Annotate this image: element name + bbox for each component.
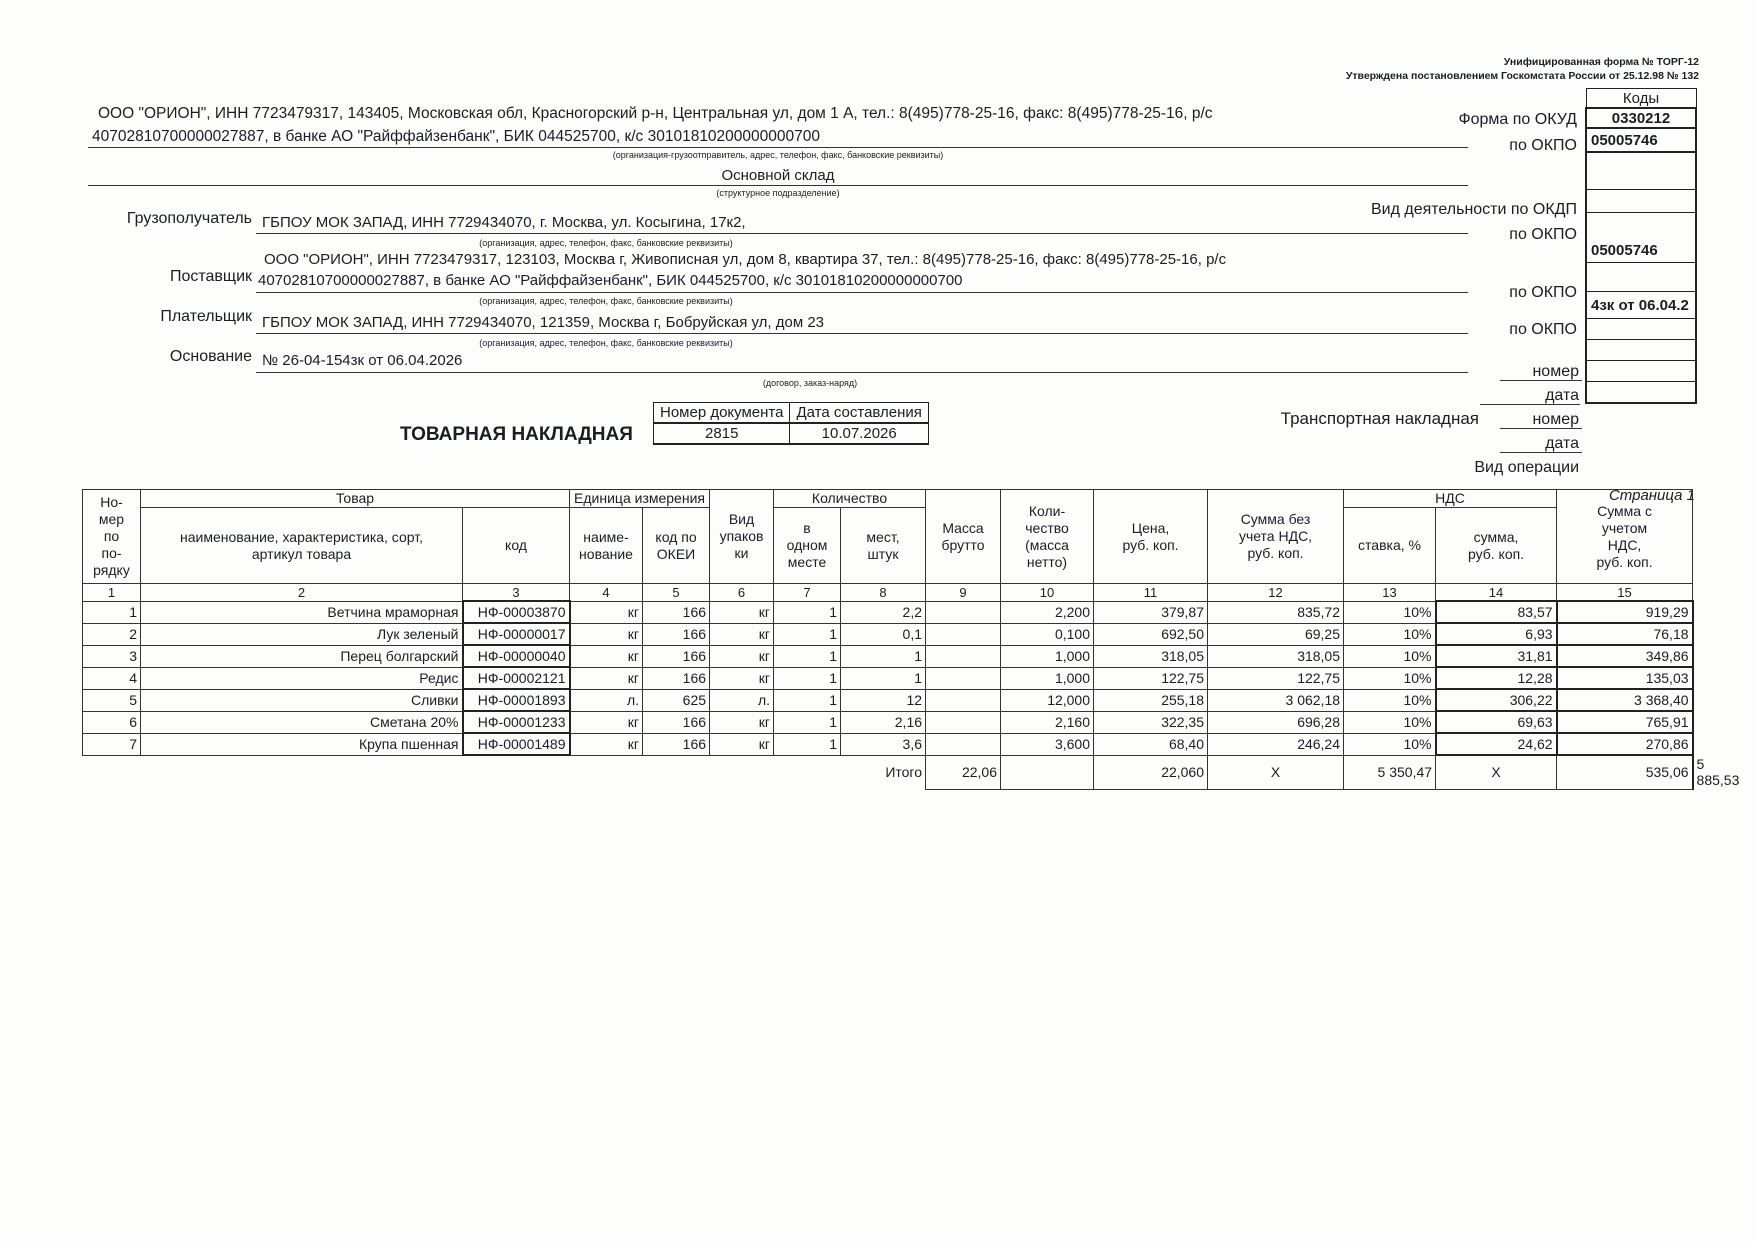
table-cell: 1	[774, 689, 841, 711]
table-cell: 765,91	[1557, 711, 1693, 733]
col-vat-rate-header: ставка, %	[1344, 508, 1436, 584]
shipper-line-2: 40702810700000027887, в банке АО "Райффайзенбанк", БИК 044525700, к/с 30101810200000000700	[92, 128, 821, 145]
rule-transport-number	[1500, 428, 1582, 429]
table-cell: 69,25	[1208, 623, 1344, 645]
codes-title: Коды	[1586, 89, 1696, 109]
table-cell: л.	[710, 689, 774, 711]
table-cell: 1	[774, 711, 841, 733]
basis-label: Основание	[169, 348, 252, 365]
shipper-caption: (организация-грузоотправитель, адрес, телефон, факс, банковские реквизиты)	[612, 150, 944, 160]
table-cell: 10%	[1344, 711, 1436, 733]
column-number: 7	[774, 584, 841, 602]
table-cell: 1,000	[1001, 645, 1094, 667]
table-cell: 306,22	[1436, 689, 1557, 711]
supplier-line-2: 40702810700000027887, в банке АО "Райффайзенбанк", БИК 044525700, к/с 30101810200000000700	[258, 272, 963, 289]
table-cell: л.	[570, 689, 643, 711]
consignee-rule	[256, 233, 1468, 234]
col-vat-sum-header: сумма, руб. коп.	[1436, 508, 1557, 584]
table-cell: кг	[570, 645, 643, 667]
goods-table	[82, 489, 1740, 790]
table-cell: кг	[570, 601, 643, 623]
payer-caption: (организация, адрес, телефон, факс, банковские реквизиты)	[479, 338, 733, 348]
table-cell: Сметана 20%	[141, 711, 463, 733]
col-unit-header: Единица измерения	[570, 490, 710, 508]
form-approval-line: Утверждена постановлением Госкомстата России от 25.12.98 № 132	[1345, 70, 1699, 82]
table-cell: 135,03	[1557, 667, 1693, 689]
table-cell: кг	[570, 733, 643, 755]
okud-code: 0330212	[1586, 108, 1696, 128]
table-cell: 2,2	[841, 601, 926, 623]
table-cell: 692,50	[1094, 623, 1208, 645]
table-cell: 1	[841, 645, 926, 667]
payer-value: ГБПОУ МОК ЗАПАД, ИНН 7729434070, 121359, Москва г, Бобруйская ул, дом 23	[262, 314, 825, 331]
payer-rule	[256, 333, 1468, 334]
table-cell: 166	[643, 711, 710, 733]
division-caption: (структурное подразделение)	[716, 188, 840, 198]
okdp-label: Вид деятельности по ОКДП	[1370, 201, 1577, 218]
table-cell: 31,81	[1436, 645, 1557, 667]
table-cell: 835,72	[1208, 601, 1344, 623]
table-cell: НФ-00001893	[463, 689, 570, 711]
table-cell: 5	[83, 689, 141, 711]
table-cell: Крупа пшенная	[141, 733, 463, 755]
table-cell: 166	[643, 645, 710, 667]
column-number: 8	[841, 584, 926, 602]
table-cell	[926, 689, 1001, 711]
page-label: Страница 1	[1608, 487, 1695, 504]
table-row	[83, 601, 1693, 623]
col-kod-header: код	[463, 508, 570, 584]
table-cell: 1	[774, 733, 841, 755]
total-vat: 535,06	[1557, 755, 1693, 789]
okpo-label-4: по ОКПО	[1509, 321, 1577, 338]
table-cell: 2,200	[1001, 601, 1094, 623]
table-cell: 12,28	[1436, 667, 1557, 689]
table-cell: 2	[83, 623, 141, 645]
table-cell: 10%	[1344, 623, 1436, 645]
table-row	[83, 689, 1693, 711]
table-cell: 10%	[1344, 601, 1436, 623]
shipper-rule	[88, 147, 1468, 148]
table-cell: Ветчина мраморная	[141, 601, 463, 623]
table-cell: 68,40	[1094, 733, 1208, 755]
col-unit-name-header: наиме- нование	[570, 508, 643, 584]
table-cell: 379,87	[1094, 601, 1208, 623]
shipper-line-1: ООО "ОРИОН", ИНН 7723479317, 143405, Московская обл, Красногорский р-н, Центральная ул, дом 1 А, тел.: 8(495)778-25-16, факс: 8(495)778-25-16, р/с	[98, 105, 1213, 122]
table-row	[83, 623, 1693, 645]
table-cell: 10%	[1344, 733, 1436, 755]
table-cell: 24,62	[1436, 733, 1557, 755]
table-cell	[926, 645, 1001, 667]
rule-basis-date	[1480, 404, 1580, 405]
okpo-code-3: 05005746	[1586, 213, 1696, 263]
table-cell: 69,63	[1436, 711, 1557, 733]
consignee-label: Грузополучатель	[126, 210, 252, 227]
column-number: 13	[1344, 584, 1436, 602]
table-cell: 3 368,40	[1557, 689, 1693, 711]
payer-label: Плательщик	[160, 308, 252, 325]
table-cell: НФ-00001233	[463, 711, 570, 733]
col-sum-wo-vat-header: Сумма без учета НДС, руб. коп.	[1208, 490, 1344, 584]
okpo-code-2	[1586, 190, 1696, 213]
table-cell: 255,18	[1094, 689, 1208, 711]
table-cell: кг	[710, 711, 774, 733]
column-number: 2	[141, 584, 463, 602]
table-cell: 1	[774, 667, 841, 689]
table-cell: 10%	[1344, 667, 1436, 689]
table-cell: 1	[774, 601, 841, 623]
table-cell: 3,6	[841, 733, 926, 755]
table-cell: Редис	[141, 667, 463, 689]
table-cell: 10%	[1344, 689, 1436, 711]
table-cell	[926, 623, 1001, 645]
table-cell: 1	[83, 601, 141, 623]
total-rate: X	[1436, 755, 1557, 789]
table-cell: 12,000	[1001, 689, 1094, 711]
document-number-header: Номер документа	[654, 403, 790, 424]
document-number: 2815	[654, 423, 790, 444]
table-cell: Лук зеленый	[141, 623, 463, 645]
col-pack-header: Вид упаков ки	[710, 490, 774, 584]
col-qty-places-header: мест, штук	[841, 508, 926, 584]
column-number: 3	[463, 584, 570, 602]
consignee-caption: (организация, адрес, телефон, факс, банковские реквизиты)	[479, 238, 733, 248]
table-cell: 76,18	[1557, 623, 1693, 645]
table-cell: НФ-00001489	[463, 733, 570, 755]
transport-number-code	[1586, 340, 1696, 361]
table-cell: 322,35	[1094, 711, 1208, 733]
table-cell: 7	[83, 733, 141, 755]
basis-number-label: номер	[1532, 363, 1579, 380]
transport-number-label: номер	[1532, 411, 1579, 428]
table-cell: 919,29	[1557, 601, 1693, 623]
column-number: 10	[1001, 584, 1094, 602]
table-cell: 83,57	[1436, 601, 1557, 623]
col-vat-header: НДС	[1344, 490, 1557, 508]
table-cell: 0,100	[1001, 623, 1094, 645]
table-row	[83, 645, 1693, 667]
table-cell: 6	[83, 711, 141, 733]
table-cell: 6,93	[1436, 623, 1557, 645]
table-row	[83, 667, 1693, 689]
table-cell: Перец болгарский	[141, 645, 463, 667]
col-sum-with-vat-header: Сумма с учетом НДС, руб. коп.	[1557, 490, 1693, 584]
table-cell: 10%	[1344, 645, 1436, 667]
table-cell: кг	[710, 733, 774, 755]
column-number: 9	[926, 584, 1001, 602]
column-number: 11	[1094, 584, 1208, 602]
codes-box	[1585, 88, 1697, 404]
table-cell: 696,28	[1208, 711, 1344, 733]
transport-date-code	[1586, 361, 1696, 382]
total-places: 22,06	[926, 755, 1001, 789]
table-cell: 2,160	[1001, 711, 1094, 733]
rule-basis-number	[1500, 380, 1582, 381]
table-cell: 122,75	[1094, 667, 1208, 689]
table-cell: кг	[710, 645, 774, 667]
table-cell: 1	[841, 667, 926, 689]
supplier-rule	[256, 292, 1468, 293]
operation-type-code	[1586, 382, 1696, 404]
column-number: 15	[1557, 584, 1693, 602]
table-cell: 270,86	[1557, 733, 1693, 755]
division-value: Основной склад	[721, 167, 835, 184]
table-cell: 3 062,18	[1208, 689, 1344, 711]
okdp-code	[1586, 152, 1696, 190]
table-cell: 1,000	[1001, 667, 1094, 689]
table-cell: НФ-00000017	[463, 623, 570, 645]
supplier-label: Поставщик	[169, 268, 252, 285]
table-cell: НФ-00000040	[463, 645, 570, 667]
okpo-code-1: 05005746	[1586, 128, 1696, 152]
col-tovar-name-header: наименование, характеристика, сорт, артикул товара	[141, 508, 463, 584]
table-cell: 349,86	[1557, 645, 1693, 667]
column-number: 1	[83, 584, 141, 602]
column-number: 12	[1208, 584, 1344, 602]
table-cell: Сливки	[141, 689, 463, 711]
table-row	[83, 711, 1693, 733]
basis-date-label: дата	[1545, 387, 1579, 404]
document-number-box	[653, 402, 929, 445]
table-cell: кг	[710, 623, 774, 645]
table-cell: 1	[774, 645, 841, 667]
basis-date-code	[1586, 319, 1696, 340]
okud-label: Форма по ОКУД	[1458, 111, 1577, 128]
table-cell: 122,75	[1208, 667, 1344, 689]
table-cell: 3	[83, 645, 141, 667]
supplier-caption: (организация, адрес, телефон, факс, банковские реквизиты)	[479, 296, 733, 306]
form-type-line: Унифицированная форма № ТОРГ-12	[1503, 56, 1699, 68]
table-cell: 625	[643, 689, 710, 711]
table-cell: НФ-00002121	[463, 667, 570, 689]
table-cell: 3,600	[1001, 733, 1094, 755]
table-cell: кг	[570, 711, 643, 733]
supplier-line-1: ООО "ОРИОН", ИНН 7723479317, 123103, Москва г, Живописная ул, дом 8, квартира 37, тел.: 8(495)778-25-16, факс: 8(495)778-25-16, р/с	[264, 251, 1227, 268]
col-qty-one-header: в одном месте	[774, 508, 841, 584]
basis-number-code: 4зк от 06.04.2	[1586, 292, 1696, 319]
basis-value: № 26-04-154зк от 06.04.2026	[262, 352, 463, 369]
col-price-header: Цена, руб. коп.	[1094, 490, 1208, 584]
table-cell: кг	[710, 667, 774, 689]
table-cell: 1	[774, 623, 841, 645]
division-rule	[88, 185, 1468, 186]
column-number: 14	[1436, 584, 1557, 602]
document-date: 10.07.2026	[790, 423, 928, 444]
total-price: X	[1208, 755, 1344, 789]
table-cell: 4	[83, 667, 141, 689]
transport-invoice-label: Транспортная накладная	[1280, 409, 1479, 428]
col-num-header: Но- мер по по- рядку	[83, 490, 141, 584]
total-net: 22,060	[1094, 755, 1208, 789]
table-cell: 166	[643, 623, 710, 645]
table-cell: кг	[710, 601, 774, 623]
column-number: 5	[643, 584, 710, 602]
total-empty	[1001, 755, 1094, 789]
table-cell	[926, 667, 1001, 689]
total-label: Итого	[885, 764, 923, 781]
basis-rule	[256, 372, 1468, 373]
col-unit-okei-header: код по ОКЕИ	[643, 508, 710, 584]
total-empty	[83, 755, 841, 789]
okpo-label-3: по ОКПО	[1509, 284, 1577, 301]
operation-type-label: Вид операции	[1474, 459, 1579, 476]
column-number: 6	[710, 584, 774, 602]
rule-transport-date	[1500, 452, 1582, 453]
document-date-header: Дата составления	[790, 403, 928, 424]
table-cell: 318,05	[1094, 645, 1208, 667]
col-net-header: Коли- чество (масса нетто)	[1001, 490, 1094, 584]
okpo-code-4	[1586, 263, 1696, 292]
col-gross-header: Масса брутто	[926, 490, 1001, 584]
table-cell: 166	[643, 601, 710, 623]
table-cell	[926, 601, 1001, 623]
table-cell: 166	[643, 667, 710, 689]
table-cell: 12	[841, 689, 926, 711]
col-qty-header: Количество	[774, 490, 926, 508]
table-cell: кг	[570, 623, 643, 645]
okpo-label-2: по ОКПО	[1509, 226, 1577, 243]
table-cell: кг	[570, 667, 643, 689]
table-cell: НФ-00003870	[463, 601, 570, 623]
table-cell	[926, 711, 1001, 733]
table-cell: 2,16	[841, 711, 926, 733]
col-tovar-header: Товар	[141, 490, 570, 508]
okpo-label-1: по ОКПО	[1509, 137, 1577, 154]
column-number-row	[83, 584, 1693, 602]
column-number: 4	[570, 584, 643, 602]
basis-caption: (договор, заказ-наряд)	[762, 378, 858, 388]
document-title: ТОВАРНАЯ НАКЛАДНАЯ	[400, 424, 633, 445]
total-row: Итого 22,06 22,060 X 5 350,47 X 535,06 5 885,53	[83, 755, 1693, 789]
table-row	[83, 733, 1693, 755]
table-cell: 166	[643, 733, 710, 755]
table-cell	[926, 733, 1001, 755]
consignee-value: ГБПОУ МОК ЗАПАД, ИНН 7729434070, г. Москва, ул. Косыгина, 17к2,	[262, 214, 746, 231]
table-cell: 246,24	[1208, 733, 1344, 755]
total-sum_wo: 5 350,47	[1344, 755, 1436, 789]
transport-date-label: дата	[1545, 435, 1579, 452]
table-cell: 0,1	[841, 623, 926, 645]
table-cell: 318,05	[1208, 645, 1344, 667]
